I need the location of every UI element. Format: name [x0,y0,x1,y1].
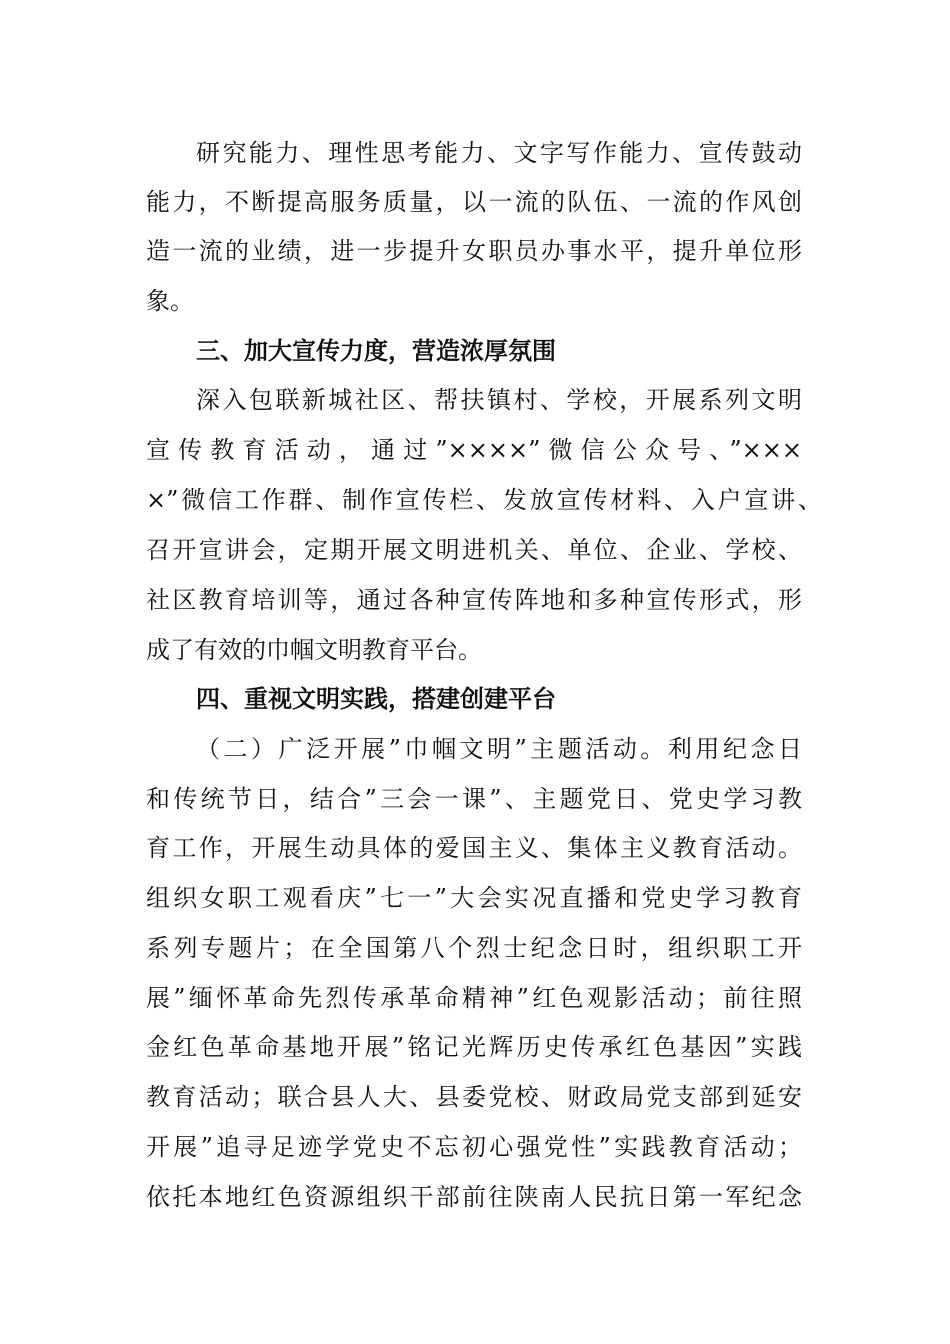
paragraph-2-line-6: 成了有效的巾帼文明教育平台。 [146,636,482,664]
paragraph-3-line-3: 育工作，开展生动具体的爱国主义、集体主义教育活动。 [146,834,802,862]
paragraph-3-line-9: 开展”追寻足迹学党史不忘初心强党性”实践教育活动； [146,1133,802,1161]
paragraph-2-line-5: 社区教育培训等，通过各种宣传阵地和多种宣传形式，形 [146,586,802,614]
paragraph-2-line-4: 召开宣讲会，定期开展文明进机关、单位、企业、学校、 [146,536,802,564]
paragraph-3-line-10: 依托本地红色资源组织干部前往陕南人民抗日第一军纪念 [146,1183,802,1211]
paragraph-1-line-3: 造一流的业绩，进一步提升女职员办事水平，提升单位形 [146,237,802,265]
paragraph-2-line-3: ×”微信工作群、制作宣传栏、发放宣传材料、入户宣讲、 [146,486,822,514]
paragraph-3-line-5: 系列专题片；在全国第八个烈士纪念日时，组织职工开 [146,934,802,962]
paragraph-2-line-2: 宣传教育活动，通过”××××”微信公众号、”××× [146,436,802,464]
paragraph-1-line-2: 能力，不断提高服务质量，以一流的队伍、一流的作风创 [146,188,802,216]
section-heading-4: 四、重视文明实践，搭建创建平台 [196,685,556,713]
section-heading-3: 三、加大宣传力度，营造浓厚氛围 [196,337,556,365]
paragraph-1-line-1: 研究能力、理性思考能力、文字写作能力、宣传鼓动 [196,139,802,167]
paragraph-3-line-4: 组织女职工观看庆”七一”大会实况直播和党史学习教育 [146,884,802,912]
paragraph-1-line-4: 象。 [146,287,194,315]
paragraph-3-line-1: （二）广泛开展”巾帼文明”主题活动。利用纪念日 [196,735,802,763]
paragraph-3-line-2: 和传统节日，结合”三会一课”、主题党日、党史学习教 [146,785,802,813]
paragraph-3-line-8: 教育活动；联合县人大、县委党校、财政局党支部到延安 [146,1083,802,1111]
paragraph-3-line-6: 展”缅怀革命先烈传承革命精神”红色观影活动；前往照 [146,984,802,1012]
paragraph-2-line-1: 深入包联新城社区、帮扶镇村、学校，开展系列文明 [196,386,802,414]
paragraph-3-line-7: 金红色革命基地开展”铭记光辉历史传承红色基因”实践 [146,1033,802,1061]
